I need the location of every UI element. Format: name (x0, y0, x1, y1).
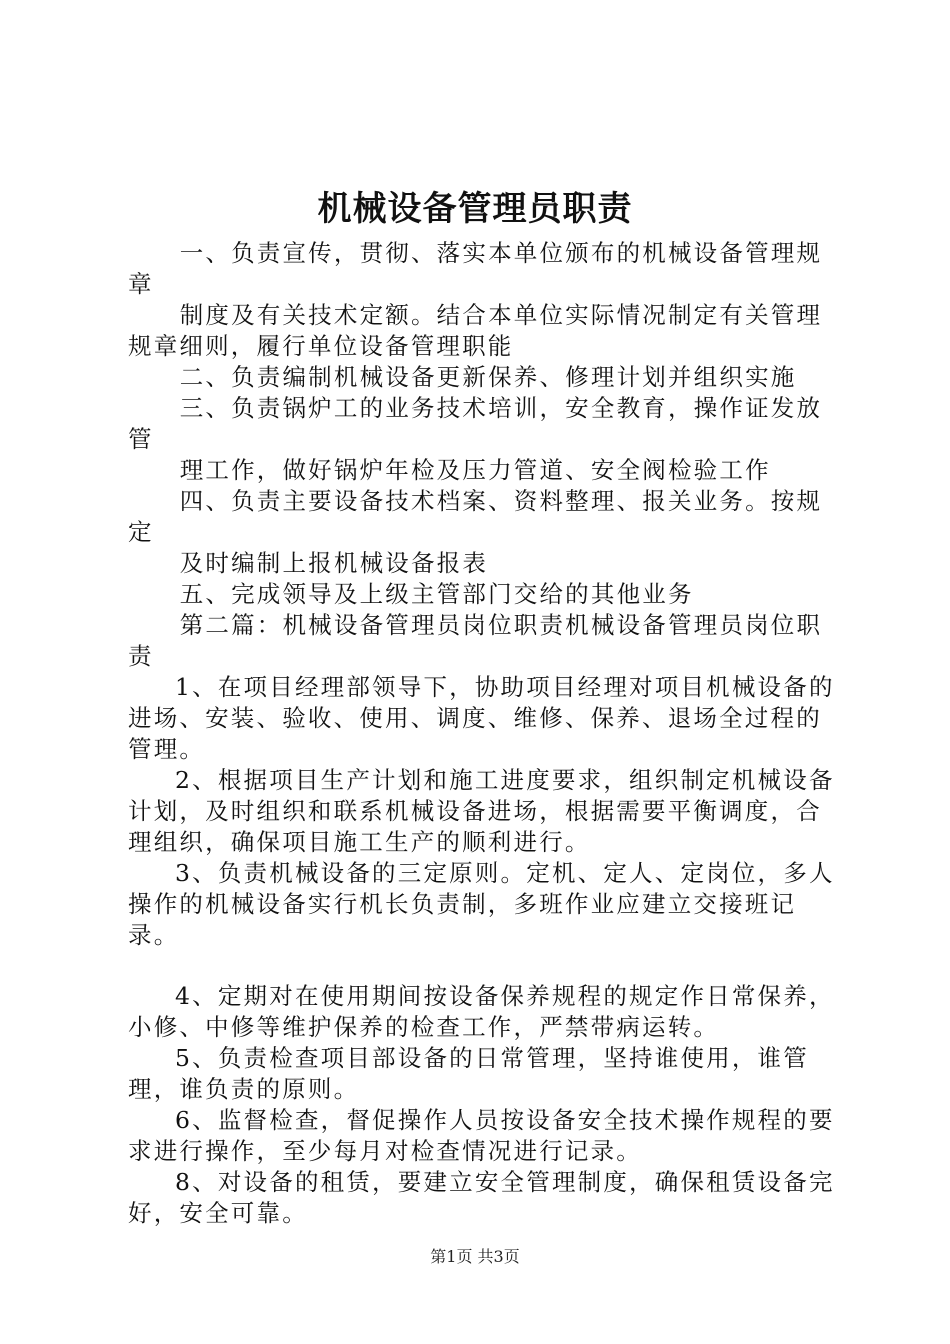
paragraph-4: 三、负责锅炉工的业务技术培训，安全教育，操作证发放管 (128, 394, 823, 453)
paragraph-13: 4、定期对在使用期间按设备保养规程的规定作日常保养，小修、中修等维护保养的检查工作，严禁带病运转。 (128, 982, 835, 1041)
paragraph-14: 5、负责检查项目部设备的日常管理，坚持谁使用，谁管理，谁负责的原则。 (128, 1044, 809, 1103)
paragraph-1: 一、负责宣传，贯彻、落实本单位颁布的机械设备管理规章 (128, 239, 823, 298)
paragraph-10: 1、在项目经理部领导下，协助项目经理对项目机械设备的进场、安装、验收、使用、调度、维修、保养、退场全过程的管理。 (128, 673, 835, 763)
paragraph-2: 制度及有关技术定额。结合本单位实际情况制定有关管理规章细则，履行单位设备管理职能 (128, 301, 823, 360)
paragraph-9: 第二篇：机械设备管理员岗位职责机械设备管理员岗位职责 (128, 611, 823, 670)
paragraph-6: 四、负责主要设备技术档案、资料整理、报关业务。按规定 (128, 487, 823, 546)
paragraph-15: 6、监督检查，督促操作人员按设备安全技术操作规程的要求进行操作，至少每月对检查情况进行记录。 (128, 1106, 835, 1165)
paragraph-8: 五、完成领导及上级主管部门交给的其他业务 (179, 580, 694, 608)
paragraph-5: 理工作，做好锅炉年检及压力管道、安全阀检验工作 (179, 456, 771, 484)
paragraph-11: 2、根据项目生产计划和施工进度要求，组织制定机械设备计划，及时组织和联系机械设备进场，根据需要平衡调度，合理组织，确保项目施工生产的顺利进行。 (128, 766, 835, 856)
paragraph-7: 及时编制上报机械设备报表 (179, 549, 489, 577)
document-body (128, 238, 840, 1229)
document-title: 机械设备管理员职责 (317, 189, 633, 229)
paragraph-gap (128, 951, 840, 981)
paragraph-16: 8、对设备的租赁，要建立安全管理制度，确保租赁设备完好，安全可靠。 (128, 1168, 835, 1227)
paragraph-12: 3、负责机械设备的三定原则。定机、定人、定岗位，多人操作的机械设备实行机长负责制，多班作业应建立交接班记录。 (128, 859, 835, 949)
paragraph-3: 二、负责编制机械设备更新保养、修理计划并组织实施 (179, 363, 797, 391)
page-footer: 第1页 共3页 (430, 1247, 520, 1266)
